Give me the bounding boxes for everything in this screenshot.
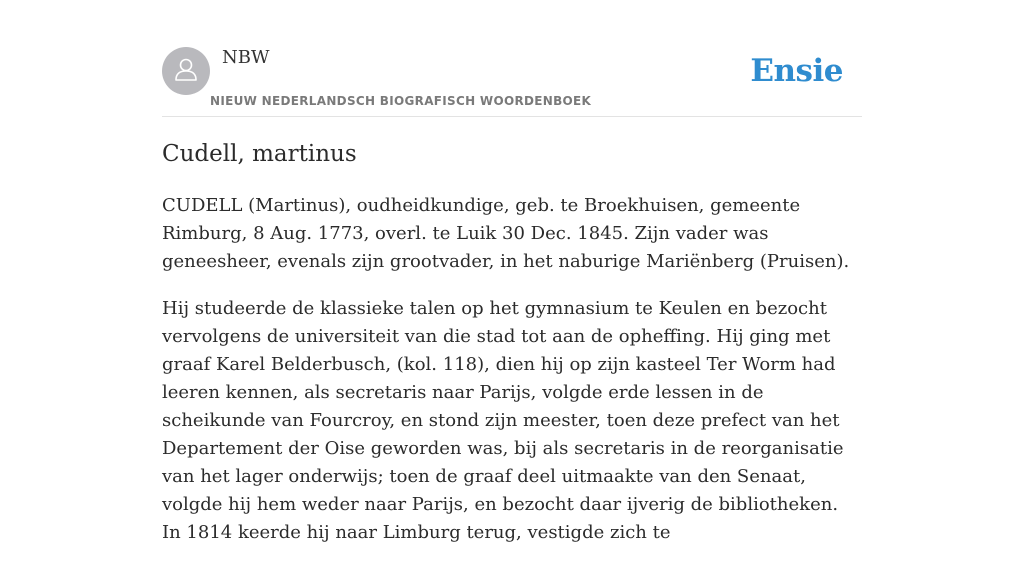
brand-logo[interactable]: Ensie [750, 53, 843, 89]
user-icon [171, 54, 201, 89]
article-title: Cudell, martinus [162, 141, 357, 167]
article-paragraph: CUDELL (Martinus), oudheidkundige, geb. te Broekhuisen, gemeente Rimburg, 8 Aug. 1773, overl. te Luik 30 Dec. 1845. Zijn vader was geneesheer, evenals zijn grootvader, in het naburige Mariënberg (Pruisen). [162, 195, 850, 272]
source-name[interactable]: NBW [222, 47, 270, 68]
avatar[interactable] [162, 47, 210, 95]
article-paragraph: Hij studeerde de klassieke talen op het gymnasium te Keulen en bezocht vervolgens de universiteit van die stad tot aan de opheffing. Hij ging met graaf Karel Belderbusch, (kol. 118), dien hij op zijn kasteel Ter Worm had leeren kennen, als secretaris naar Parijs, volgde erde lessen in de scheikunde van Fourcroy, en stond zijn meester, toen deze prefect van het Departement der Oise geworden was, bij als secretaris in de reorganisatie van het lager onderwijs; toen de graaf deel uitmaakte van den Senaat, volgde hij hem weder naar Parijs, en bezocht daar ijverig de bibliotheken. In 1814 keerde hij naar Limburg terug, vestigde zich te [162, 298, 844, 543]
source-header [162, 46, 862, 117]
article-body [162, 192, 862, 566]
source-full-name: NIEUW NEDERLANDSCH BIOGRAFISCH WOORDENBOEK [210, 94, 592, 108]
